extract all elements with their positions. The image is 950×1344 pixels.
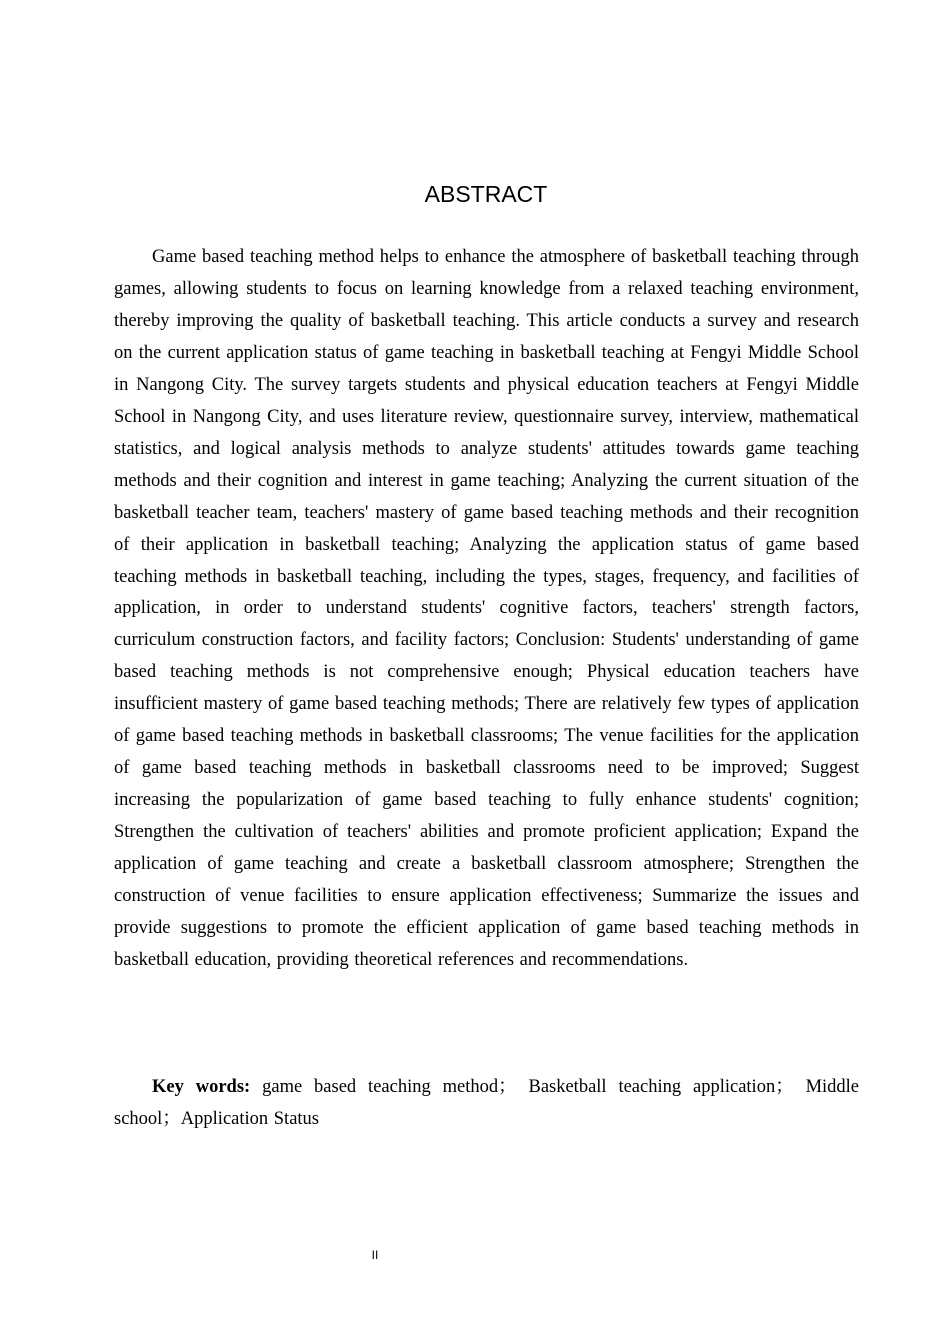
abstract-title: ABSTRACT [424, 181, 548, 207]
keywords-paragraph [114, 1072, 859, 1136]
page-number: II [371, 1248, 379, 1262]
keywords-text: game based teaching method； Basketball teaching application； Middle school；Application Status [114, 1077, 860, 1129]
keywords-label: Key words: [152, 1077, 251, 1097]
abstract-paragraph: Game based teaching method helps to enhance the atmosphere of basketball teaching through games, allowing students to focus on learning knowledge from a relaxed teaching environment, thereby improving the quality of basketball teaching. This article conducts a survey and research on the current application status of game teaching in basketball teaching at Fengyi Middle School in Nangong City. The survey targets students and physical education teachers at Fengyi Middle School in Nangong City, and uses literature review, questionnaire survey, interview, mathematical statistics, and logical analysis methods to analyze students' attitudes towards game teaching methods and their cognition and interest in game teaching; Analyzing the current situation of the basketball teacher team, teachers' mastery of game based teaching methods and their recognition of their application in basketball teaching; Analyzing the application status of game based teaching methods in basketball teaching, including the types, stages, frequency, and facilities of application, in order to understand students' cognitive factors, teachers' strength factors, curriculum construction factors, and facility factors; Conclusion: Students' understanding of game based teaching methods is not comprehensive enough; Physical education teachers have insufficient mastery of game based teaching methods; There are relatively few types of application of game based teaching methods in basketball classrooms; The venue facilities for the application of game based teaching methods in basketball classrooms need to be improved; Suggest increasing the popularization of game based teaching to fully enhance students' cognition; Strengthen the cultivation of teachers' abilities and promote proficient application; Expand the application of game teaching and create a basketball classroom atmosphere; Strengthen the construction of venue facilities to ensure application effectiveness; Summarize the issues and provide suggestions to promote the efficient application of game based teaching methods in basketball education, providing theoretical references and recommendations. [114, 247, 859, 970]
